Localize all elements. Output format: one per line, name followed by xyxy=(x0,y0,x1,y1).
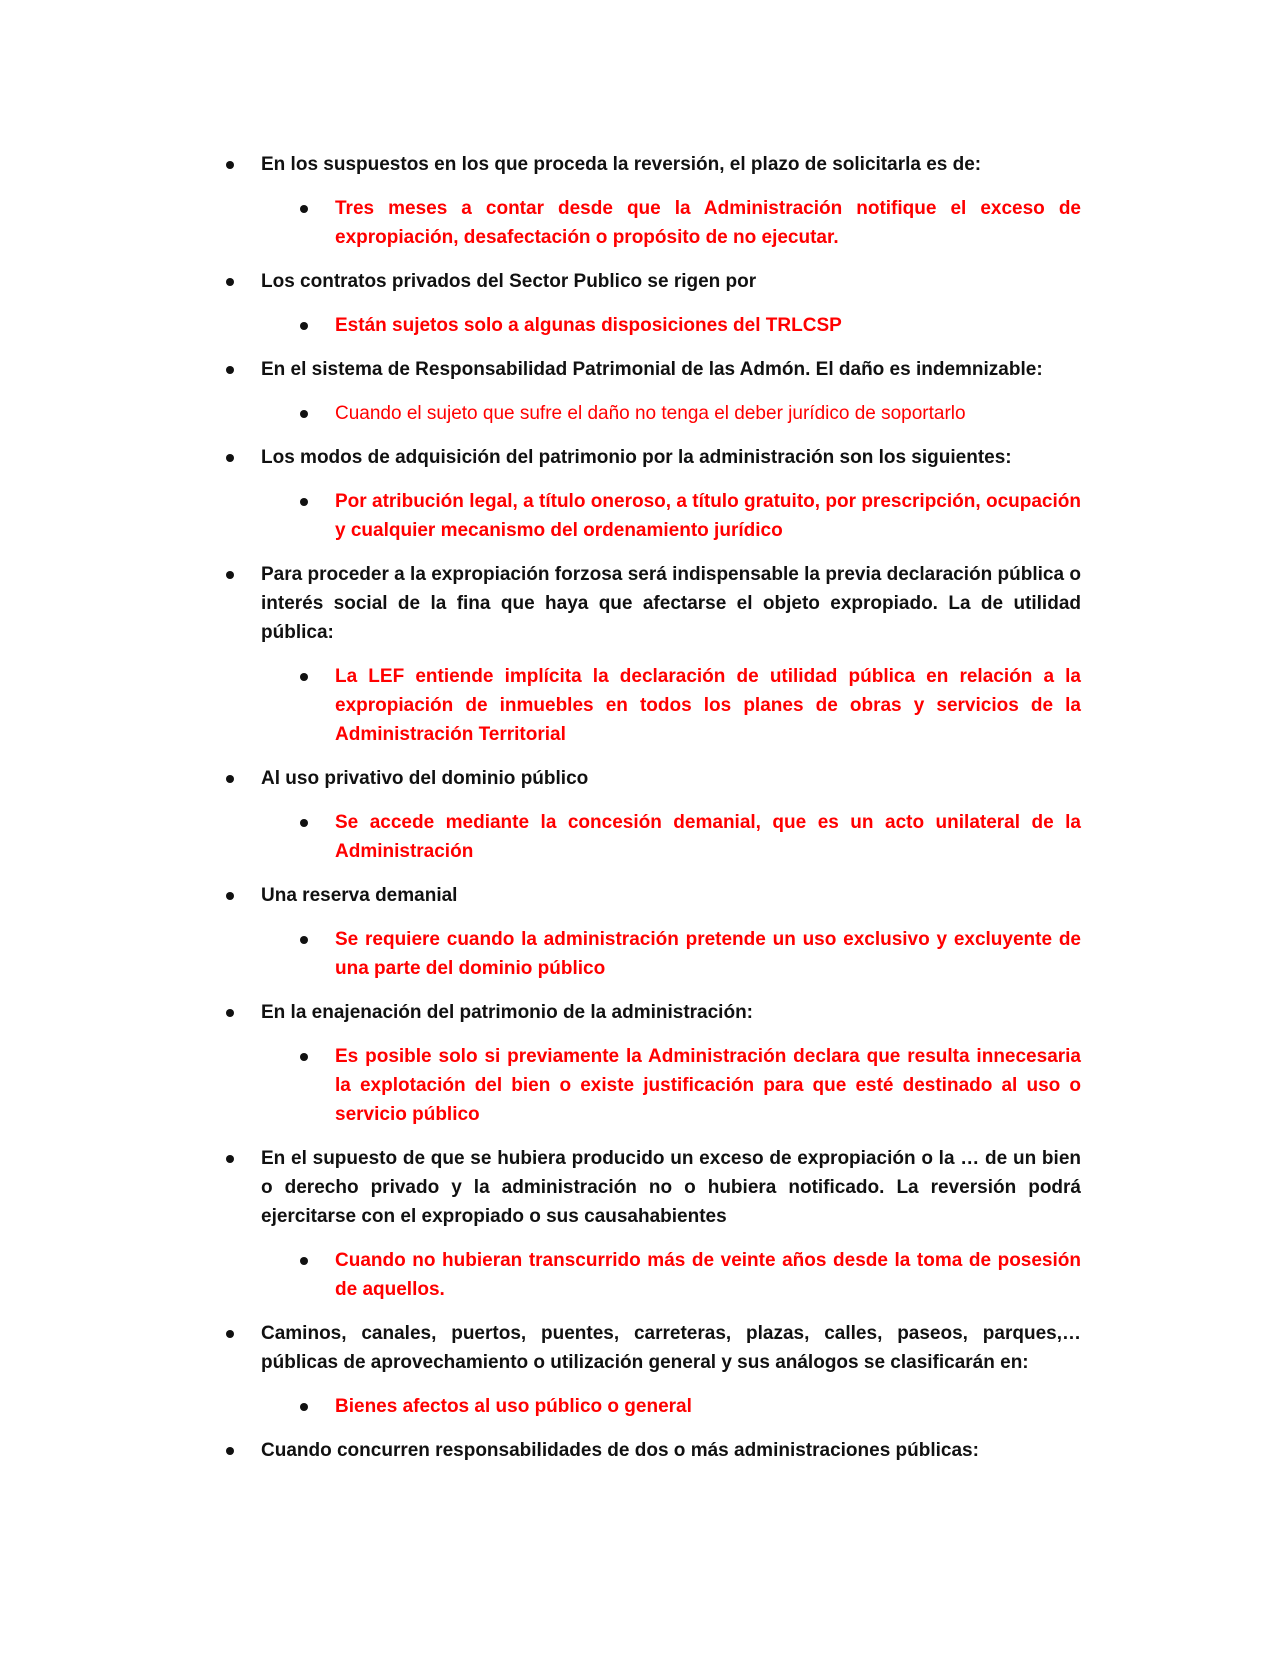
answer-text: Bienes afectos al uso público o general xyxy=(335,1396,692,1417)
question-text: Una reserva demanial xyxy=(261,885,458,906)
answer-item xyxy=(221,1246,1081,1304)
bullet-icon xyxy=(300,1257,308,1265)
answer-item xyxy=(221,1392,1081,1421)
question-item xyxy=(221,150,1081,179)
answer-text: Se requiere cuando la administración pretende un uso exclusivo y excluyente de una parte del dominio público xyxy=(335,929,1081,979)
bullet-icon xyxy=(226,1447,234,1455)
bullet-icon xyxy=(226,1330,234,1338)
question-text: Los modos de adquisición del patrimonio por la administración son los siguientes: xyxy=(261,447,1012,468)
bullet-icon xyxy=(300,819,308,827)
answer-item xyxy=(221,311,1081,340)
question-text: En la enajenación del patrimonio de la administración: xyxy=(261,1002,753,1023)
question-text: Para proceder a la expropiación forzosa será indispensable la previa declaración pública o interés social de la fina que haya que afectarse el objeto expropiado. La de utilidad pública: xyxy=(261,564,1081,643)
question-text: En los suspuestos en los que proceda la reversión, el plazo de solicitarla es de: xyxy=(261,154,982,175)
answer-item xyxy=(221,399,1081,428)
question-item xyxy=(221,267,1081,296)
bullet-icon xyxy=(226,571,234,579)
bullet-icon xyxy=(300,673,308,681)
bullet-icon xyxy=(226,366,234,374)
question-text: En el supuesto de que se hubiera producido un exceso de expropiación o la … de un bien o derecho privado y la administración no o hubiera notificado. La reversión podrá ejercitarse con el expropiado o sus causahabientes xyxy=(261,1148,1081,1227)
question-text: Caminos, canales, puertos, puentes, carreteras, plazas, calles, paseos, parques,… públicas de aprovechamiento o utilización general y sus análogos se clasificarán en: xyxy=(261,1323,1081,1373)
question-list xyxy=(221,150,1081,1480)
answer-item xyxy=(221,925,1081,983)
bullet-icon xyxy=(226,892,234,900)
bullet-icon xyxy=(300,410,308,418)
bullet-icon xyxy=(226,454,234,462)
bullet-icon xyxy=(300,498,308,506)
answer-text: Se accede mediante la concesión demanial, que es un acto unilateral de la Administración xyxy=(335,812,1081,862)
question-item xyxy=(221,443,1081,472)
bullet-icon xyxy=(226,278,234,286)
bullet-icon xyxy=(226,1009,234,1017)
answer-item xyxy=(221,1042,1081,1129)
question-item xyxy=(221,764,1081,793)
answer-item xyxy=(221,808,1081,866)
answer-text: Tres meses a contar desde que la Administración notifique el exceso de expropiación, desafectación o propósito de no ejecutar. xyxy=(335,198,1081,248)
question-text: Cuando concurren responsabilidades de dos o más administraciones públicas: xyxy=(261,1440,979,1461)
answer-text: La LEF entiende implícita la declaración de utilidad pública en relación a la expropiación de inmuebles en todos los planes de obras y servicios de la Administración Territorial xyxy=(335,666,1081,745)
question-text: Los contratos privados del Sector Publico se rigen por xyxy=(261,271,757,292)
question-item xyxy=(221,881,1081,910)
bullet-icon xyxy=(300,936,308,944)
answer-text: Es posible solo si previamente la Administración declara que resulta innecesaria la explotación del bien o existe justificación para que esté destinado al uso o servicio público xyxy=(335,1046,1081,1125)
question-item xyxy=(221,560,1081,647)
answer-text: Están sujetos solo a algunas disposiciones del TRLCSP xyxy=(335,315,842,336)
bullet-icon xyxy=(300,1403,308,1411)
answer-text: Por atribución legal, a título oneroso, a título gratuito, por prescripción, ocupación y cualquier mecanismo del ordenamiento jurídico xyxy=(335,491,1081,541)
bullet-icon xyxy=(226,161,234,169)
question-text: En el sistema de Responsabilidad Patrimonial de las Admón. El daño es indemnizable: xyxy=(261,359,1043,380)
bullet-icon xyxy=(226,775,234,783)
question-text: Al uso privativo del dominio público xyxy=(261,768,589,789)
bullet-icon xyxy=(226,1155,234,1163)
answer-item xyxy=(221,194,1081,252)
answer-text: Cuando no hubieran transcurrido más de veinte años desde la toma de posesión de aquellos. xyxy=(335,1250,1081,1300)
question-item xyxy=(221,355,1081,384)
bullet-icon xyxy=(300,1053,308,1061)
bullet-icon xyxy=(300,322,308,330)
answer-item xyxy=(221,662,1081,749)
answer-item xyxy=(221,487,1081,545)
question-item xyxy=(221,1144,1081,1231)
bullet-icon xyxy=(300,205,308,213)
question-item xyxy=(221,1319,1081,1377)
answer-text: Cuando el sujeto que sufre el daño no tenga el deber jurídico de soportarlo xyxy=(335,403,966,424)
question-item xyxy=(221,998,1081,1027)
question-item xyxy=(221,1436,1081,1465)
